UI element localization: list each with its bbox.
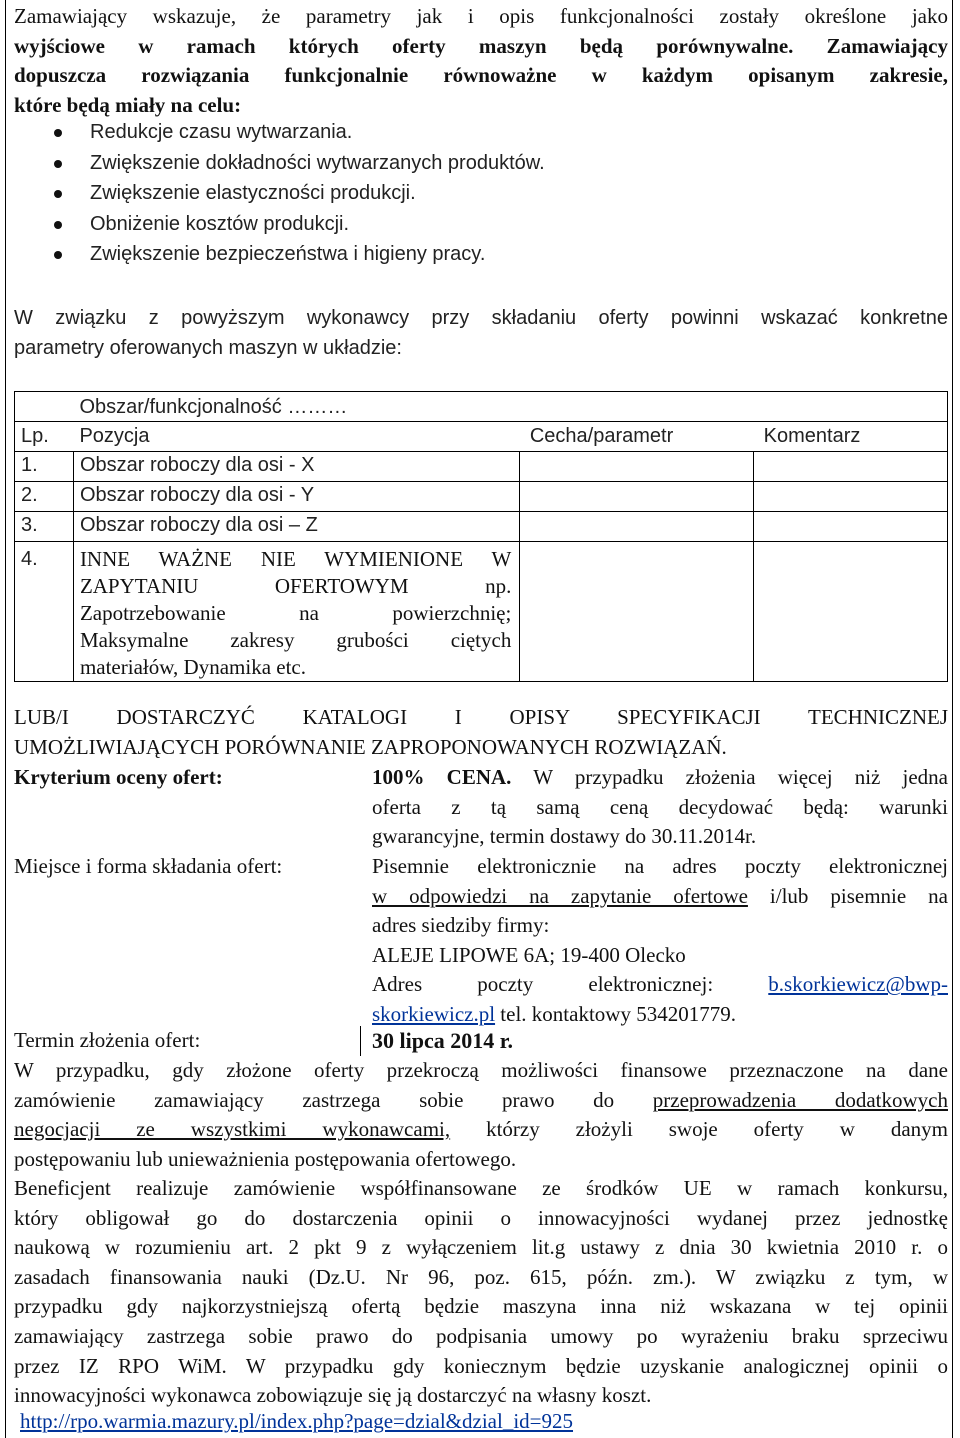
criteria-text: W przypadku złożenia więcej niż jedna: [533, 765, 948, 789]
paragraph-line: parametry oferowanych maszyn w układzie:: [14, 337, 402, 359]
bullet-icon: [54, 221, 62, 229]
row-position: Obszar roboczy dla osi - Y: [73, 482, 519, 512]
row-comment: [754, 452, 948, 482]
criteria-text: gwarancyjne, termin dostawy do 30.11.2014r.: [372, 824, 757, 849]
email-link[interactable]: b.skorkiewicz@bwp-: [768, 972, 948, 997]
instruction-paragraph: [14, 303, 948, 363]
header-comment: Komentarz: [754, 422, 948, 452]
submission-label: Miejsce i forma składania ofert:: [14, 854, 283, 878]
header-position: Pozycja: [73, 422, 519, 452]
table-row: [15, 512, 948, 542]
deadline-divider: [360, 1026, 361, 1056]
list-item: Obniżenie kosztów produkcji.: [54, 209, 545, 240]
underlined-text: przeprowadzenia dodatkowych: [652, 1087, 948, 1112]
bullet-icon: [54, 251, 62, 259]
paragraph-line: postępowaniu lub unieważnienia postępowania ofertowego.: [14, 1146, 517, 1171]
source-url-line: [20, 1407, 954, 1437]
bullet-icon: [54, 160, 62, 168]
row-parameter: [520, 482, 754, 512]
paragraph-line: zamawiający zastrzega sobie prawo do podpisania umowy po wyrażeniu braku sprzeciwu: [14, 1323, 948, 1348]
paragraph-line: LUB/I DOSTARCZYĆ KATALOGI I OPISY SPECYFIKACJI TECHNICZNEJ: [14, 705, 948, 729]
criteria-label: Kryterium oceny ofert:: [14, 765, 223, 789]
catalog-paragraph: [14, 703, 948, 762]
beneficiary-paragraph: [14, 1174, 948, 1411]
row-parameter: [520, 452, 754, 482]
submission-text: i/lub pisemnie na: [769, 883, 949, 908]
row-lp: 1.: [15, 452, 74, 482]
offer-parameters-table: [14, 391, 948, 682]
submission-text: Pisemnie elektronicznie na adres poczty elektronicznej: [372, 854, 948, 878]
table-header-row: [15, 422, 948, 452]
intro-paragraph: [14, 2, 948, 120]
row-lp: 3.: [15, 512, 74, 542]
table-cell: [15, 392, 74, 422]
row-position: [73, 542, 519, 682]
paragraph-line: innowacyjności wykonawca zobowiązuje się ją dostarczyć na własny koszt.: [14, 1383, 652, 1408]
deadline-value: 30 lipca 2014 r.: [372, 1028, 513, 1053]
intro-line: Zamawiający wskazuje, że parametry jak i opis funkcjonalności zostały określone jako: [14, 4, 948, 28]
row-position: Obszar roboczy dla osi - X: [73, 452, 519, 482]
goals-list: [54, 117, 545, 270]
row-position: Obszar roboczy dla osi – Z: [73, 512, 519, 542]
table-row: [15, 452, 948, 482]
row-comment: [754, 482, 948, 512]
position-line: ZAPYTANIU OFERTOWYM np.: [79, 574, 512, 598]
list-item: Zwiększenie bezpieczeństwa i higieny pracy.: [54, 239, 545, 270]
bullet-icon: [54, 129, 62, 137]
intro-line: które będą miały na celu:: [14, 92, 242, 117]
criteria-value: [372, 763, 948, 852]
paragraph-line: UMOŻLIWIAJĄCYCH PORÓWNANIE ZAPROPONOWANYCH ROZWIĄZAŃ.: [14, 734, 727, 759]
table-row: [15, 482, 948, 512]
list-item: Zwiększenie dokładności wytwarzanych produktów.: [54, 148, 545, 179]
header-parameter: Cecha/parametr: [520, 422, 754, 452]
address-text: ALEJE LIPOWE 6A; 19-400 Olecko: [372, 942, 686, 967]
submission-value: [372, 852, 948, 1030]
paragraph-line: W związku z powyższym wykonawcy przy składaniu oferty powinni wskazać konkretne: [14, 307, 948, 329]
phone-text: tel. kontaktowy 534201779.: [500, 1001, 736, 1026]
list-item: Redukcje czasu wytwarzania.: [54, 117, 545, 148]
intro-line: dopuszcza rozwiązania funkcjonalnie równoważne w każdym opisanym zakresie,: [14, 63, 948, 88]
position-line: Maksymalne zakresy grubości ciętych: [79, 628, 512, 652]
underlined-text: negocjacji ze wszystkimi wykonawcami,: [14, 1117, 451, 1142]
paragraph-line: przez IZ RPO WiM. W przypadku gdy koniecznym będzie uzyskanie analogicznej opinii o: [14, 1353, 948, 1378]
deadline-label: Termin złożenia ofert:: [14, 1028, 201, 1052]
area-label: Obszar/funkcjonalność ………: [73, 392, 947, 422]
row-comment: [754, 542, 948, 682]
position-line: materiałów, Dynamika etc.: [79, 655, 306, 679]
table-row: [15, 542, 948, 682]
header-lp: Lp.: [15, 422, 74, 452]
position-line: INNE WAŻNE NIE WYMIENIONE W: [79, 547, 512, 571]
list-item: Zwiększenie elastyczności produkcji.: [54, 178, 545, 209]
intro-line: wyjściowe w ramach których oferty maszyn będą porównywalne. Zamawiający: [14, 33, 948, 58]
row-parameter: [520, 542, 754, 682]
paragraph-text: zamówienie zamawiający zastrzega sobie prawo do: [14, 1087, 615, 1112]
paragraph-line: Beneficjent realizuje zamówienie współfinansowane ze środków UE w ramach konkursu,: [14, 1176, 948, 1200]
paragraph-line: naukową w rozumieniu art. 2 pkt 9 z wyłączeniem lit.g ustawy z dnia 30 kwietnia 2010 r. o: [14, 1235, 948, 1260]
email-prefix: Adres poczty elektronicznej:: [372, 972, 714, 997]
paragraph-line: W przypadku, gdy złożone oferty przekroczą możliwości finansowe przeznaczone na dane: [14, 1058, 948, 1082]
row-comment: [754, 512, 948, 542]
paragraph-line: który obligował go do dostarczenia opinii o innowacyjności wydanej przez jednostkę: [14, 1205, 948, 1230]
row-lp: 4.: [15, 542, 74, 682]
bullet-icon: [54, 190, 62, 198]
paragraph-line: przypadku gdy najkorzystniejszą ofertą będzie maszyna inna niż wskazana w tej opinii: [14, 1294, 948, 1319]
submission-text: adres siedziby firmy:: [372, 913, 550, 938]
paragraph-text: którzy złożyli swoje oferty w danym: [486, 1117, 948, 1142]
position-line: Zapotrzebowanie na powierzchnię;: [79, 601, 512, 625]
criteria-text: oferta z tą samą ceną decydować będą: warunki: [372, 794, 948, 819]
negotiation-paragraph: [14, 1056, 948, 1174]
underlined-text: w odpowiedzi na zapytanie ofertowe: [372, 883, 748, 908]
source-url-link[interactable]: http://rpo.warmia.mazury.pl/index.php?page=dzial&dzial_id=925: [20, 1409, 574, 1433]
row-parameter: [520, 512, 754, 542]
criteria-bold: 100% CENA.: [372, 765, 512, 789]
email-link[interactable]: skorkiewicz.pl: [372, 1001, 496, 1026]
row-lp: 2.: [15, 482, 74, 512]
paragraph-line: zasadach finansowania nauki (Dz.U. Nr 96, poz. 615, późn. zm.). W związku z tym, w: [14, 1264, 948, 1289]
